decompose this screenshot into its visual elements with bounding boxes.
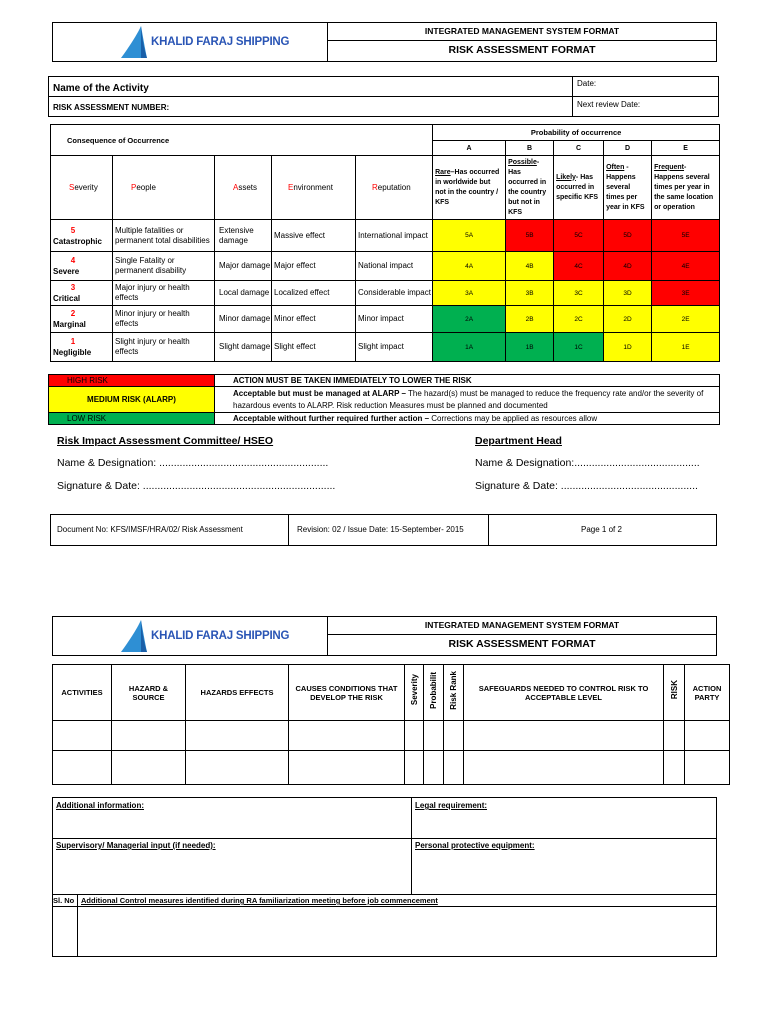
reputation-cell: Slight impact	[356, 333, 433, 362]
people-cell: Single Fatality or permanent disability	[113, 252, 215, 281]
col-severity	[405, 665, 424, 721]
risk-cell-2c: 2C	[554, 306, 604, 333]
company-name: KHALID FARAJ SHIPPING	[151, 36, 290, 48]
header-divider	[327, 634, 717, 635]
severity-cell	[51, 333, 113, 362]
reputation-cell: Minor impact	[356, 306, 433, 333]
footer-divider	[288, 515, 289, 545]
reputation-cell: International impact	[356, 220, 433, 252]
info-divider	[53, 838, 716, 839]
table-cell[interactable]	[424, 721, 444, 751]
risk-cell-2a: 2A	[433, 306, 506, 333]
next-review-label: Next review Date:	[577, 100, 641, 109]
table-cell[interactable]	[186, 721, 289, 751]
high-risk-label: HIGH RISK	[49, 375, 215, 387]
prob-title: Frequent	[654, 163, 685, 171]
table-cell[interactable]	[424, 751, 444, 785]
col-action-party: ACTION PARTY	[685, 665, 730, 721]
severity-cell	[51, 220, 113, 252]
severity-cell	[51, 252, 113, 281]
form-title: RISK ASSESSMENT FORMAT	[448, 638, 596, 650]
risk-cell-4a: 4A	[433, 252, 506, 281]
document-footer	[50, 514, 717, 546]
risk-cell-3b: 3B	[506, 281, 554, 306]
severity-text: Severity	[409, 674, 419, 706]
table-cell[interactable]	[53, 721, 112, 751]
prob-title: Possible	[508, 158, 537, 166]
prob-letter: C	[554, 141, 604, 156]
matrix-row	[51, 281, 720, 306]
document-number: Document No: KFS/IMSF/HRA/02/ Risk Assessment	[57, 525, 243, 534]
risk-cell-1a: 1A	[433, 333, 506, 362]
risk-assessment-number-label: RISK ASSESSMENT NUMBER:	[53, 103, 170, 112]
col-causes: CAUSES CONDITIONS THAT DEVELOP THE RISK	[289, 665, 405, 721]
prob-desc-b	[506, 156, 554, 220]
name-designation-left[interactable]: Name & Designation: ..........................................................	[57, 457, 329, 469]
risk-legend	[48, 374, 720, 425]
prob-rest: - Happens several times per year in the same location or operation	[654, 163, 714, 211]
risk-cell-5c: 5C	[554, 220, 604, 252]
matrix-rows	[51, 220, 720, 362]
people-cell: Slight injury or health effects	[113, 333, 215, 362]
slno-divider	[77, 894, 78, 956]
high-risk-text: ACTION MUST BE TAKEN IMMEDIATELY TO LOWER THE RISK	[215, 375, 720, 387]
probability-header: Probability of occurrence	[433, 125, 720, 141]
table-cell[interactable]	[444, 721, 464, 751]
assets-header-rest: ssets	[238, 183, 258, 192]
matrix-row	[51, 220, 720, 252]
col-hazard-effects: HAZARDS EFFECTS	[186, 665, 289, 721]
legal-requirement-label: Legal requirement:	[415, 801, 488, 810]
col-hazard-source: HAZARD & SOURCE	[112, 665, 186, 721]
risk-cell-3c: 3C	[554, 281, 604, 306]
assets-cell: Minor damage	[215, 306, 272, 333]
table-cell[interactable]	[464, 721, 664, 751]
signature-date-left[interactable]: Signature & Date: ..................................................................	[57, 480, 336, 492]
matrix-row	[51, 333, 720, 362]
prob-rest: - Has occurred in the country but not in KFS	[508, 158, 547, 216]
severity-col-header: Severity	[51, 156, 113, 220]
severity-num: 5	[70, 225, 76, 235]
risk-cell-2b: 2B	[506, 306, 554, 333]
table-cell[interactable]	[405, 751, 424, 785]
logo-cell	[53, 617, 328, 655]
activity-box	[48, 76, 719, 117]
prob-letter: B	[506, 141, 554, 156]
prob-letter: E	[652, 141, 720, 156]
severity-level: Negligible	[53, 348, 92, 357]
reputation-cell: National impact	[356, 252, 433, 281]
table-cell[interactable]	[289, 721, 405, 751]
assets-cell: Major damage	[215, 252, 272, 281]
risk-cell-1e: 1E	[652, 333, 720, 362]
reputation-col-header: Reputation	[356, 156, 433, 220]
prob-rest: - Has occurred in specific KFS	[556, 173, 599, 201]
sl-no-label: Sl. No	[53, 896, 75, 905]
header-divider	[327, 40, 717, 41]
additional-info-box	[52, 797, 717, 957]
matrix-row	[51, 252, 720, 281]
prob-title: Often	[606, 163, 625, 171]
low-risk-desc: Corrections may be applied as resources allow	[429, 414, 598, 423]
severity-num: 1	[70, 337, 76, 346]
table-cell[interactable]	[405, 721, 424, 751]
table-cell[interactable]	[289, 751, 405, 785]
risk-cell-4d: 4D	[604, 252, 652, 281]
prob-rest: - Happens several times per year in KFS	[606, 163, 645, 211]
risk-cell-2d: 2D	[604, 306, 652, 333]
col-activities: ACTIVITIES	[53, 665, 112, 721]
activity-divider	[49, 96, 572, 97]
table-row	[53, 721, 730, 751]
col-safeguards: SAFEGUARDS NEEDED TO CONTROL RISK TO ACCEPTABLE LEVEL	[464, 665, 664, 721]
prob-letter: A	[433, 141, 506, 156]
prob-rest: –Has occurred in worldwide but not in the country / KFS	[435, 168, 500, 206]
col-risk	[664, 665, 685, 721]
logo-cell	[53, 23, 328, 61]
ppe-label: Personal protective equipment:	[415, 841, 535, 850]
additional-control-label: Additional Control measures identified during RA familiarization meeting before job commencement	[81, 896, 438, 905]
col-risk-rank	[444, 665, 464, 721]
risk-cell-5e: 5E	[652, 220, 720, 252]
reputation-cell: Considerable impact	[356, 281, 433, 306]
people-cell: Minor injury or health effects	[113, 306, 215, 333]
probability-text: Probabilit	[429, 671, 438, 709]
info-divider	[53, 894, 716, 895]
risk-text: RISK	[669, 680, 679, 700]
low-risk-text	[215, 413, 720, 425]
assets-col-header: Assets	[215, 156, 272, 220]
severity-num: 3	[70, 283, 76, 292]
table-cell[interactable]	[664, 721, 685, 751]
medium-risk-desc: The hazard(s) must be managed to reduce the frequency rate and/or the severity of hazardous events to ALARP. Risk reduction Measures must be planned and documented	[233, 388, 704, 410]
risk-rank-text: Risk Rank	[449, 670, 458, 710]
risk-cell-3a: 3A	[433, 281, 506, 306]
assets-cell: Extensive damage	[215, 220, 272, 252]
people-header-rest: eople	[136, 183, 156, 192]
risk-matrix	[50, 124, 720, 362]
risk-cell-3e: 3E	[652, 281, 720, 306]
header-box-2	[52, 616, 717, 656]
risk-cell-3d: 3D	[604, 281, 652, 306]
revision-info: Revision: 02 / Issue Date: 15-September- 2015	[297, 525, 464, 534]
people-cell: Major injury or health effects	[113, 281, 215, 306]
severity-cell	[51, 281, 113, 306]
company-name: KHALID FARAJ SHIPPING	[151, 630, 290, 642]
committee-label: Risk Impact Assessment Committee/ HSEO	[57, 435, 274, 447]
reputation-header-rest: eputation	[377, 183, 411, 192]
environment-cell: Major effect	[272, 252, 356, 281]
prob-title: Rare	[435, 168, 451, 176]
risk-cell-5b: 5B	[506, 220, 554, 252]
company-logo	[119, 618, 289, 654]
table-cell[interactable]	[112, 751, 186, 785]
table-cell[interactable]	[685, 751, 730, 785]
table-cell[interactable]	[186, 751, 289, 785]
prob-desc-c	[554, 156, 604, 220]
matrix-row	[51, 306, 720, 333]
prob-letter: D	[604, 141, 652, 156]
assets-cell: Local damage	[215, 281, 272, 306]
severity-header-rest: everity	[74, 183, 98, 192]
people-cell: Multiple fatalities or permanent total disabilities	[113, 220, 215, 252]
prob-desc-e	[652, 156, 720, 220]
risk-cell-1d: 1D	[604, 333, 652, 362]
risk-cell-1c: 1C	[554, 333, 604, 362]
sail-icon	[119, 25, 149, 59]
severity-level: Severe	[53, 267, 80, 276]
severity-level: Catastrophic	[53, 236, 102, 246]
medium-risk-text	[215, 387, 720, 413]
table-cell[interactable]	[664, 751, 685, 785]
date-divider	[572, 96, 718, 97]
environment-cell: Slight effect	[272, 333, 356, 362]
table-row	[53, 751, 730, 785]
info-vdivider	[411, 798, 412, 894]
supervisory-input-label: Supervisory/ Managerial input (if needed):	[56, 841, 216, 850]
additional-information-label: Additional information:	[56, 801, 144, 810]
department-head-label: Department Head	[475, 435, 562, 447]
col-probability	[424, 665, 444, 721]
environment-cell: Localized effect	[272, 281, 356, 306]
risk-cell-4e: 4E	[652, 252, 720, 281]
footer-divider	[488, 515, 489, 545]
risk-cell-4b: 4B	[506, 252, 554, 281]
system-format-title: INTEGRATED MANAGEMENT SYSTEM FORMAT	[424, 26, 620, 36]
severity-level: Critical	[53, 294, 81, 303]
assets-cell: Slight damage	[215, 333, 272, 362]
page-number: Page 1 of 2	[581, 525, 622, 534]
severity-num: 4	[70, 256, 76, 265]
sail-icon	[119, 619, 149, 653]
table-cell[interactable]	[464, 751, 664, 785]
table-cell[interactable]	[444, 751, 464, 785]
medium-risk-bold: Acceptable but must be managed at ALARP –	[233, 388, 406, 398]
consequence-header: Consequence of Occurrence	[51, 125, 433, 156]
environment-header-rest: nvironment	[293, 183, 333, 192]
name-designation-right[interactable]: Name & Designation:...........................................	[475, 457, 700, 469]
prob-desc-d	[604, 156, 652, 220]
medium-risk-label: MEDIUM RISK (ALARP)	[49, 387, 215, 413]
date-label: Date:	[577, 79, 597, 88]
risk-cell-2e: 2E	[652, 306, 720, 333]
form-title: RISK ASSESSMENT FORMAT	[448, 44, 596, 56]
risk-cell-4c: 4C	[554, 252, 604, 281]
environment-col-header: Environment	[272, 156, 356, 220]
environment-cell: Massive effect	[272, 220, 356, 252]
severity-cell	[51, 306, 113, 333]
table-cell[interactable]	[112, 721, 186, 751]
activity-name-label: Name of the Activity	[53, 83, 149, 94]
prob-title: Likely	[556, 173, 576, 181]
severity-num: 2	[70, 309, 76, 318]
low-risk-label: LOW RISK	[49, 413, 215, 425]
hazard-table	[52, 664, 730, 785]
people-col-header: People	[113, 156, 215, 220]
header-box-1	[52, 22, 717, 62]
risk-cell-5d: 5D	[604, 220, 652, 252]
table-cell[interactable]	[685, 721, 730, 751]
prob-desc-a	[433, 156, 506, 220]
low-risk-bold: Acceptable without further required further action –	[233, 414, 430, 423]
info-divider	[53, 906, 716, 907]
signature-date-right[interactable]: Signature & Date: ...............................................	[475, 480, 698, 492]
environment-cell: Minor effect	[272, 306, 356, 333]
risk-cell-5a: 5A	[433, 220, 506, 252]
system-format-title: INTEGRATED MANAGEMENT SYSTEM FORMAT	[424, 620, 620, 630]
table-cell[interactable]	[53, 751, 112, 785]
severity-level: Marginal	[53, 320, 86, 329]
risk-cell-1b: 1B	[506, 333, 554, 362]
company-logo	[119, 24, 289, 60]
